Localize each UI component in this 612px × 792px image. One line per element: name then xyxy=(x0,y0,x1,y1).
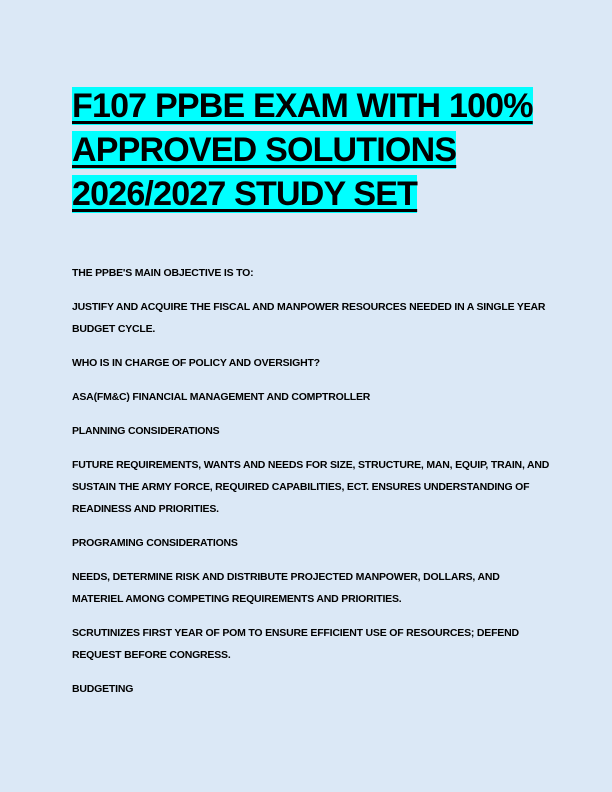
title-line: F107 PPBE EXAM WITH 100% xyxy=(72,87,533,125)
title-line: APPROVED SOLUTIONS xyxy=(72,131,457,169)
document-title xyxy=(72,84,552,216)
answer-main-objective: JUSTIFY AND ACQUIRE THE FISCAL AND MANPOWER RESOURCES NEEDED IN A SINGLE YEAR BUDGET CYCLE. xyxy=(72,301,546,335)
question-main-objective: THE PPBE'S MAIN OBJECTIVE IS TO: xyxy=(72,267,254,279)
question-programing-considerations: PROGRAMING CONSIDERATIONS xyxy=(72,537,238,549)
answer-programing-considerations: NEEDS, DETERMINE RISK AND DISTRIBUTE PROJECTED MANPOWER, DOLLARS, AND MATERIEL AMONG COMPETING REQUIREMENTS AND PRIORITIES. xyxy=(72,571,500,605)
title-line: 2026/2027 STUDY SET xyxy=(72,175,418,213)
answer-planning-considerations: FUTURE REQUIREMENTS, WANTS AND NEEDS FOR SIZE, STRUCTURE, MAN, EQUIP, TRAIN, AND SUSTAIN THE ARMY FORCE, REQUIRED CAPABILITIES, ECT. ENSURES UNDERSTANDING OF READINESS AND PRIORITIES. xyxy=(72,459,550,515)
question-budgeting: BUDGETING xyxy=(72,683,134,695)
study-items-list xyxy=(72,262,552,700)
question-policy-oversight: WHO IS IN CHARGE OF POLICY AND OVERSIGHT? xyxy=(72,357,320,369)
question-planning-considerations: PLANNING CONSIDERATIONS xyxy=(72,425,220,437)
answer-budgeting-scrutiny: SCRUTINIZES FIRST YEAR OF POM TO ENSURE EFFICIENT USE OF RESOURCES; DEFEND REQUEST BEFORE CONGRESS. xyxy=(72,627,519,661)
answer-policy-oversight: ASA(FM&C) FINANCIAL MANAGEMENT AND COMPTROLLER xyxy=(72,391,371,403)
